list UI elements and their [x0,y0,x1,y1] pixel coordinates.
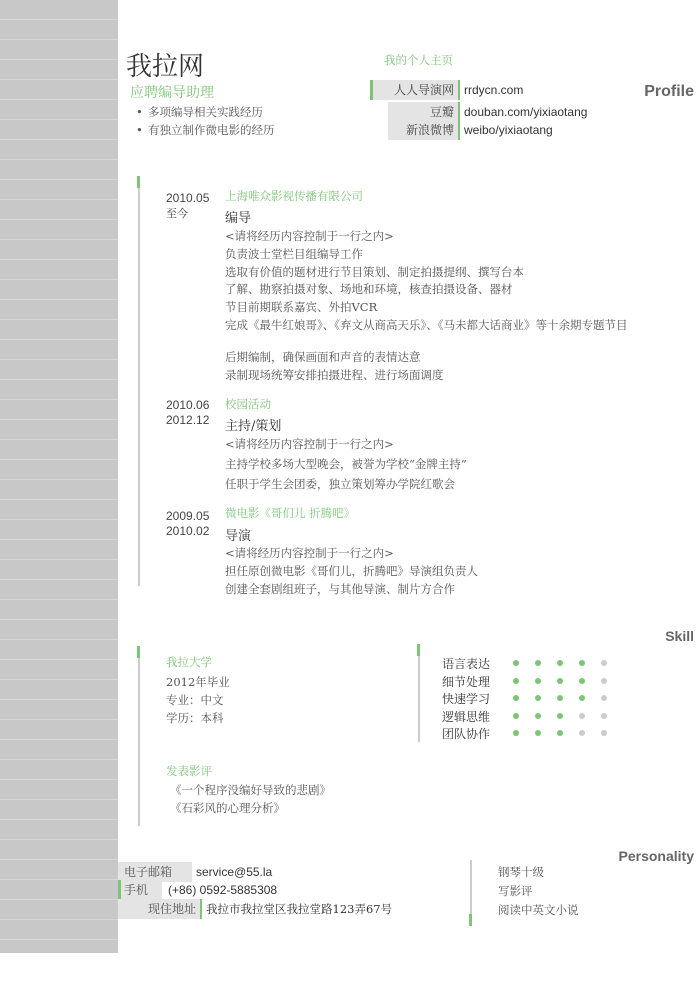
section-contact-label: Contact [634,824,694,841]
skill-level-dot [535,713,541,719]
link-label-douban: 豆瓣 [388,102,458,122]
phone-accent [118,880,121,900]
email-value[interactable]: service@55.la [196,865,273,879]
skill-level-dot [513,678,519,684]
section-name-label: Name [650,59,694,76]
skill-level-dot [601,660,607,666]
section-education-label: Education [616,605,694,622]
skill-name: 语言表达 [442,657,491,671]
education-line: 学历：本科 [166,711,224,725]
skill-level-dot [557,660,563,666]
education-line: 专业：中文 [166,693,224,707]
exp-org: 上海唯众影视传播有限公司 [225,189,363,203]
skill-level-dot [535,678,541,684]
skill-level-dot [513,730,519,736]
exp-date-start: 2010.06 [166,398,210,412]
exp-org: 微电影《哥们儿 折腾吧》 [225,506,356,520]
homepage-title: 我的个人主页 [384,53,453,67]
exp-line: 任职于学生会团委，独立策划筹办学院红歌会 [225,477,455,491]
skill-level-dot [579,713,585,719]
exp-role: 编导 [225,211,252,226]
address-label: 现住地址 [118,899,200,919]
profile-bullet: • 多项编导相关实践经历 [136,105,263,119]
skill-level-dot [557,678,563,684]
skill-level-dot [513,660,519,666]
phone-label: 手机 [118,880,162,900]
exp-line: <请将经历内容控制于一行之内> [225,437,394,451]
sidebar [0,0,118,953]
exp-line: <请将经历内容控制于一行之内> [225,229,394,243]
skill-level-dot [579,695,585,701]
school-name: 我拉大学 [166,655,212,669]
exp-line: 了解、勘察拍摄对象、场地和环境，核查拍摄设备、器材 [225,282,513,296]
skills-divider [418,644,420,742]
exp-role: 主持/策划 [225,419,282,434]
exp-date-start: 2010.05 [166,191,210,205]
skill-level-dot [557,695,563,701]
link-label-weibo: 新浪微博 [388,120,458,140]
person-name: 我拉网 [126,52,205,82]
skill-name: 逻辑思维 [442,709,491,724]
skill-level-dot [601,730,607,736]
exp-line: 完成《最牛红娘哥》、《弃文从商高天乐》、《马未都大话商业》等十余期专题节目 [225,318,628,332]
skill-level-dot [535,695,541,701]
address-value: 我拉市我拉堂区我拉堂路123弄67号 [206,902,393,916]
exp-line: 录制现场统筹安排拍摄进程、进行场面调度 [225,368,444,382]
exp-line: <请将经历内容控制于一行之内> [225,546,394,560]
skill-level-dot [601,695,607,701]
skill-level-dot [601,713,607,719]
skill-level-dot [601,678,607,684]
link-accent [458,120,460,140]
exp-date-end: 至今 [166,207,188,220]
skill-name: 细节处理 [442,674,491,689]
education-timeline [138,646,140,826]
exp-role: 导演 [225,529,252,544]
link-accent [458,102,460,122]
skill-name: 团队协作 [442,727,491,741]
phone-value[interactable]: (+86) 0592-5885308 [168,883,278,897]
personality-item: 写影评 [498,884,533,898]
timeline-marker [137,176,140,188]
publication-item: 《一个程序没编好导致的悲剧》 [170,783,331,797]
skills-marker [417,644,420,656]
education-line: 2012年毕业 [166,675,230,689]
email-label: 电子邮箱 [118,862,192,882]
exp-date-end: 2010.02 [166,524,210,538]
exp-date-start: 2009.05 [166,509,210,523]
exp-line: 后期编制，确保画面和声音的表情达意 [225,350,421,364]
link-label-renren: 人人导演网 [370,80,458,100]
job-title: 应聘编导助理 [130,85,214,101]
skill-level-dot [579,730,585,736]
skill-name: 快速学习 [442,692,491,706]
exp-line: 负责波士堂栏目组编导工作 [225,247,363,261]
exp-date-end: 2012.12 [166,413,210,427]
section-profile-label: Profile [644,83,694,100]
link-weibo[interactable]: weibo/yixiaotang [464,123,553,137]
address-accent [200,899,202,919]
skill-level-dot [535,660,541,666]
link-douban[interactable]: douban.com/yixiaotang [464,105,588,119]
section-skill-label: Skill [665,628,694,644]
profile-bullet: • 有独立制作微电影的经历 [136,123,275,137]
skill-level-dot [557,713,563,719]
skill-level-dot [579,660,585,666]
skill-level-dot [579,678,585,684]
exp-line: 节目前期联系嘉宾、外拍VCR [225,300,378,314]
timeline-marker [137,646,140,658]
exp-line: 选取有价值的题材进行节目策划、制定拍摄提纲、撰写台本 [225,265,524,279]
exp-org: 校园活动 [225,397,271,411]
personality-marker [469,914,472,926]
exp-line: 主持学校多场大型晚会，被誉为学校“金牌主持” [225,457,467,471]
link-renren[interactable]: rrdycn.com [464,83,524,97]
experience-timeline [138,176,140,586]
publication-item: 《石彩风的心理分析》 [170,801,285,815]
skill-level-dot [513,695,519,701]
section-experience-label: Experience [608,157,694,174]
personality-item: 钢琴十级 [498,865,544,879]
link-accent [458,80,460,100]
section-personality-label: Personality [618,848,694,864]
skill-level-dot [513,713,519,719]
personality-item: 阅读中英文小说 [498,903,579,917]
skill-level-dot [535,730,541,736]
publications-title: 发表影评 [166,764,212,778]
skill-level-dot [557,730,563,736]
exp-line: 担任原创微电影《哥们儿，折腾吧》导演组负责人 [225,564,478,578]
exp-line: 创建全套剧组班子，与其他导演、制片方合作 [225,582,455,596]
